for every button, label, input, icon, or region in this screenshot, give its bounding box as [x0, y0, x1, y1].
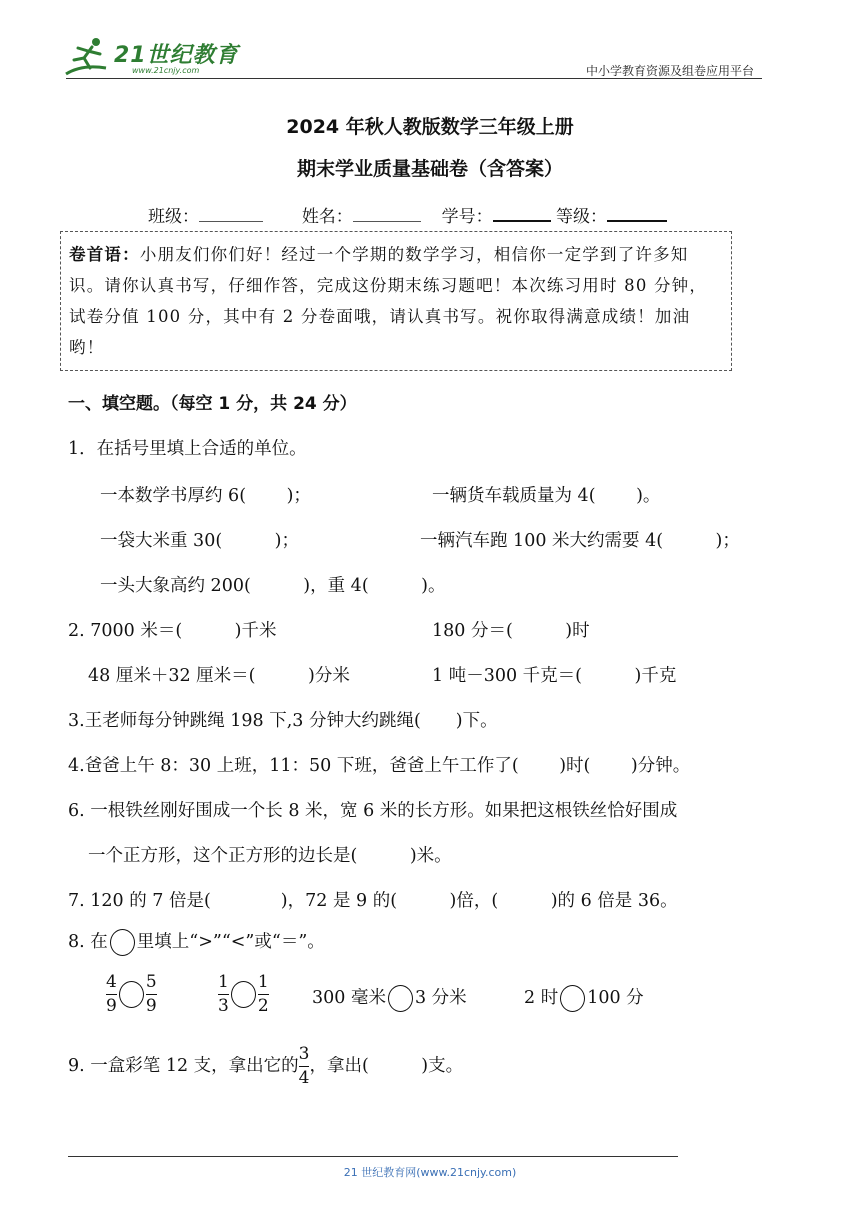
q1-item-b: 一辆货车载质量为 4( )。: [432, 486, 661, 506]
preface-text: 小朋友们你们好！经过一个学期的数学学习，相信你一定学到了许多知识。请你认真书写，仔细作答，完成这份期末练习题吧！本次练习用时 80 分钟，试卷分值 100 分，其中有 2 分卷面哦，请认真书写。祝你取得满意成绩！加油哟！: [69, 245, 708, 357]
id-label: 学号：: [441, 207, 493, 227]
q6-line2: 一个正方形，这个正方形的边长是( )米。: [88, 846, 452, 866]
answer-circle[interactable]: [231, 981, 256, 1008]
q7: 7. 120 的 7 倍是( )，72 是 9 的( )倍，( )的 6 倍是 36。: [68, 891, 678, 911]
q9: [68, 1046, 463, 1087]
numerator: 5: [145, 972, 157, 992]
header-divider: [66, 78, 762, 79]
compare-right: 100 分: [587, 988, 644, 1008]
q1-item-d: 一辆汽车跑 100 米大约需要 4( )；: [420, 531, 740, 551]
page-title: 2024 年秋人教版数学三年级上册: [286, 116, 574, 138]
compare-left: 2 时: [524, 988, 559, 1008]
q8-compare-3: [312, 984, 467, 1012]
q1-stem: 1．在括号里填上合适的单位。: [68, 439, 307, 459]
grade-label: 等级：: [556, 207, 608, 227]
q9-pre: 9. 一盒彩笔 12 支，拿出它的: [68, 1056, 299, 1076]
denominator: 2: [257, 996, 269, 1016]
running-figure-icon: [62, 34, 114, 78]
numerator: 3: [298, 1044, 310, 1064]
footer-divider: [68, 1156, 678, 1157]
id-field[interactable]: [493, 220, 551, 222]
logo-url: www.21cnjy.com: [132, 66, 200, 75]
denominator: 4: [298, 1068, 310, 1088]
q8-stem-post: 里填上“>”“<”或“＝”。: [136, 932, 325, 952]
answer-circle[interactable]: [560, 985, 585, 1012]
q8-compare-1: [106, 974, 157, 1015]
section-title: 一、填空题。（每空 1 分，共 24 分）: [68, 394, 357, 414]
fraction: [258, 974, 269, 1015]
q8-stem-pre: 8. 在: [68, 932, 108, 952]
q8-compare-2: [218, 974, 269, 1015]
q2-item-c: 48 厘米＋32 厘米＝( )分米: [88, 666, 350, 686]
numerator: 4: [106, 972, 117, 992]
preface-label: 卷首语：: [69, 245, 140, 264]
q8-stem: [68, 928, 325, 956]
name-field[interactable]: [353, 221, 421, 222]
numerator: 1: [218, 972, 229, 992]
fraction: [218, 974, 229, 1015]
name-label: 姓名：: [301, 207, 353, 227]
q1-item-a: 一本数学书厚约 6( )；: [100, 486, 311, 506]
preface-box: [60, 231, 732, 371]
numerator: 1: [257, 972, 269, 992]
q4: 4.爸爸上午 8：30 上班，11：50 下班，爸爸上午工作了( )时( )分钟。: [68, 756, 691, 776]
q2-item-d: 1 吨－300 千克＝( )千克: [432, 666, 677, 686]
logo: [62, 34, 239, 80]
page-subtitle: 期末学业质量基础卷（含答案）: [296, 158, 563, 180]
q8-compare-4: [524, 984, 644, 1012]
q9-post: ，拿出( )支。: [309, 1056, 464, 1076]
q3: 3.王老师每分钟跳绳 198 下,3 分钟大约跳绳( )下。: [68, 711, 498, 731]
q2-item-a: 2. 7000 米＝( )千米: [68, 621, 277, 641]
compare-right: 3 分米: [414, 988, 467, 1008]
q2-item-b: 180 分＝( )时: [432, 621, 590, 641]
fraction: [106, 974, 117, 1015]
denominator: 9: [106, 996, 117, 1016]
compare-left: 300 毫米: [312, 988, 386, 1008]
class-field[interactable]: [199, 221, 263, 222]
denominator: 9: [145, 996, 157, 1016]
q1-item-c: 一袋大米重 30( )；: [100, 531, 299, 551]
compare-circle-icon: [110, 929, 135, 956]
logo-text: 21世纪教育: [114, 43, 239, 68]
platform-name: 中小学教育资源及组卷应用平台: [585, 64, 754, 78]
answer-circle[interactable]: [388, 985, 413, 1012]
footer-text[interactable]: 21 世纪教育网(www.21cnjy.com): [343, 1166, 517, 1179]
q6-line1: 6. 一根铁丝刚好围成一个长 8 米，宽 6 米的长方形。如果把这根铁丝恰好围成: [68, 801, 678, 821]
grade-field[interactable]: [607, 220, 667, 222]
answer-circle[interactable]: [119, 981, 144, 1008]
q1-item-e: 一头大象高约 200( )，重 4( )。: [100, 576, 446, 596]
fraction: [146, 974, 157, 1015]
denominator: 3: [218, 996, 229, 1016]
student-info-row: [148, 202, 667, 227]
class-label: 班级：: [148, 207, 199, 227]
fraction: [299, 1046, 310, 1087]
